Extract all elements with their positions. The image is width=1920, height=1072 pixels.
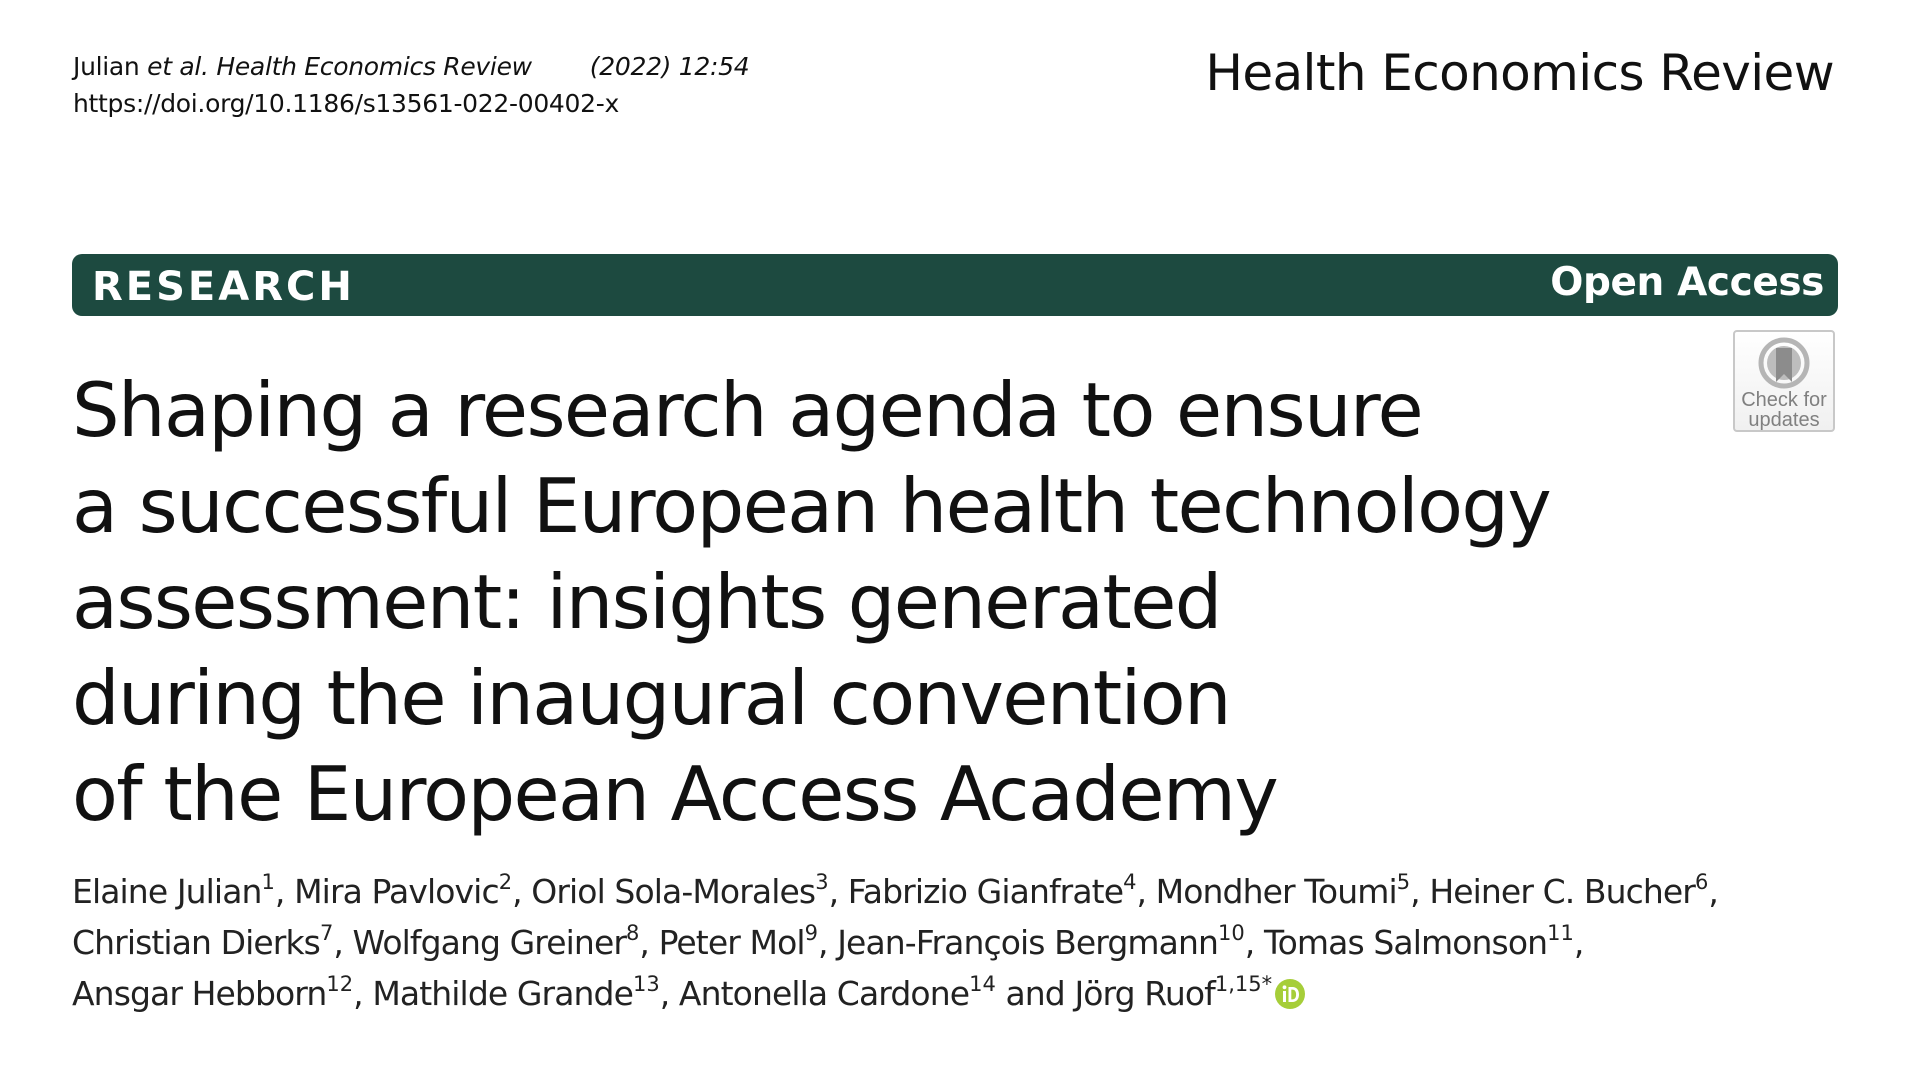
journal-name: Health Economics Review [1205,44,1834,102]
author-affiliation[interactable]: 4 [1123,870,1137,894]
author-name[interactable]: Jörg Ruof [1074,974,1215,1013]
author-name[interactable]: Tomas Salmonson [1263,923,1548,962]
author-affiliation[interactable]: 1,15* [1214,972,1273,996]
author-affiliation[interactable]: 7 [319,921,334,945]
author-name[interactable]: Wolfgang Greiner [352,923,627,962]
author-affiliation[interactable]: 11 [1547,921,1574,945]
author-separator: , [818,923,838,962]
author-separator: , [1410,872,1430,911]
author-row [72,866,1862,917]
article-type-label: RESEARCH [92,264,355,310]
author-name[interactable]: Elaine Julian [72,872,262,911]
author-affiliation[interactable]: 6 [1694,870,1709,894]
open-access-label: Open Access [1550,260,1824,305]
author-separator: , [1708,872,1718,911]
author-list [72,866,1862,1019]
author-separator: , [353,974,373,1013]
title-line: of the European Access Academy [72,750,1278,838]
author-name[interactable]: Oriol Sola-Morales [531,872,816,911]
check-for-updates-badge[interactable] [1733,330,1835,432]
author-affiliation[interactable]: 9 [804,921,819,945]
author-separator: , [1573,923,1584,962]
author-name[interactable]: Jean-François Bergmann [837,923,1219,962]
author-separator: , [639,923,659,962]
author-name[interactable]: Mathilde Grande [372,974,633,1013]
author-separator: , [828,872,848,911]
author-separator: , [333,923,353,962]
author-name[interactable]: Peter Mol [658,923,805,962]
citation-etal: et al. [147,52,209,81]
author-name[interactable]: Antonella Cardone [678,974,970,1013]
author-affiliation[interactable]: 10 [1218,921,1245,945]
author-affiliation[interactable]: 8 [626,921,640,945]
author-name[interactable]: Heiner C. Bucher [1429,872,1695,911]
author-name[interactable]: Ansgar Hebborn [72,974,327,1013]
citation-author: Julian [73,52,140,81]
doi-link[interactable]: https://doi.org/10.1186/s13561-022-00402-x [73,89,619,118]
author-row [72,968,1862,1019]
author-row [72,917,1862,968]
check-for-updates-line2: updates [1748,409,1820,431]
title-line: assessment: insights generated [72,558,1221,646]
title-line: a successful European health technology [72,462,1551,550]
bookmark-circle-icon [1757,336,1811,390]
author-name[interactable]: Mira Pavlovic [294,872,499,911]
orcid-icon[interactable] [1275,979,1305,1009]
author-affiliation[interactable]: 2 [498,870,513,894]
article-type-banner [72,254,1838,316]
author-affiliation[interactable]: 1 [261,870,275,894]
author-affiliation[interactable]: 3 [815,870,829,894]
author-name[interactable]: Fabrizio Gianfrate [847,872,1124,911]
check-for-updates-line1: Check for [1741,389,1827,411]
author-name[interactable]: Christian Dierks [72,923,320,962]
author-separator: , [274,872,295,911]
author-separator: , [1244,923,1264,962]
citation-line [73,48,749,85]
title-line: during the inaugural convention [72,654,1230,742]
citation-year-volume: (2022) 12:54 [589,52,750,81]
author-conjunction: and [995,974,1075,1013]
citation-journal: Health Economics Review [216,52,532,81]
author-separator: , [1136,872,1156,911]
article-title [72,362,1692,842]
author-separator: , [512,872,532,911]
author-name[interactable]: Mondher Toumi [1155,872,1397,911]
author-affiliation[interactable]: 13 [633,972,660,996]
title-line: Shaping a research agenda to ensure [72,366,1423,454]
author-separator: , [659,974,679,1013]
author-affiliation[interactable]: 14 [969,972,996,996]
author-affiliation[interactable]: 12 [326,972,354,996]
author-affiliation[interactable]: 5 [1396,870,1411,894]
citation-block [73,48,749,122]
